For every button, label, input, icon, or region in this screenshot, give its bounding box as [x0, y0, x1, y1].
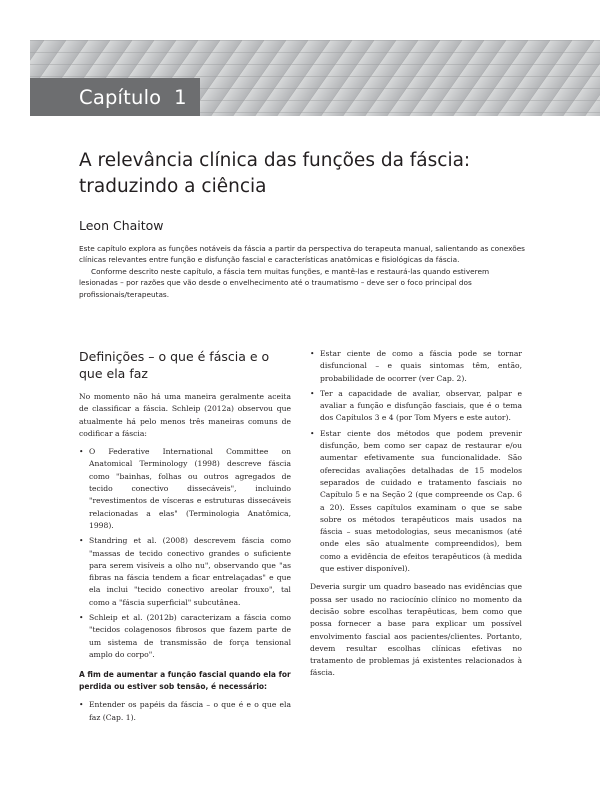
list-item: • Entender os papéis da fáscia – o que é e o que ela faz (Cap. 1).: [79, 700, 291, 722]
chapter-label: Capítulo 1: [79, 86, 187, 109]
bullet-icon: •: [79, 613, 84, 623]
chapter-title: A relevância clínica das funções da fáscia: traduzindo a ciência: [79, 150, 471, 197]
list-item: • Standring et al. (2008) descrevem fáscia como "massas de tecido conectivo grandes o suficiente para serem visíveis a olho nu", observando que "as fibras na fáscia tendem a ficar entrelaçadas" e que ela inclui "tecido conectivo areolar frouxo", tal como a "fáscia superficial" subcutânea.: [79, 536, 291, 607]
abstract: [79, 243, 529, 300]
right-column: [310, 348, 522, 686]
bullet-icon: •: [310, 388, 315, 398]
list-item: • Ter a capacidade de avaliar, observar, palpar e avaliar a função e disfunção fasciais, que é o tema dos Capítulos 3 e 4 (por Tom Myers e este autor).: [310, 388, 522, 423]
subheading: A fim de aumentar a função fascial quando ela for perdida ou estiver sob tensão, é necessário:: [79, 670, 291, 692]
left-column: [79, 348, 291, 730]
abstract-paragraph: Conforme descrito neste capítulo, a fáscia tem muitas funções, e mantê-las e restaurá-las quando estiverem lesionadas – por razões que vão desde o envelhecimento até o traumatismo – deve ser o foco principal dos profissionais/terapeutas.: [79, 266, 490, 299]
bullet-icon: •: [79, 447, 84, 457]
section-heading: Definições – o que é fáscia e o que ela faz: [79, 349, 270, 381]
list-item: • O Federative International Committee on Anatomical Terminology (1998) descreve fáscia como "bainhas, folhas ou outros agregados de tecido conectivo dissecáveis", incluindo "revestimentos de vísceras e estruturas dissecáveis relacionadas a elas" (Terminologia Anatômica, 1998).: [79, 447, 291, 530]
bullet-icon: •: [310, 428, 315, 438]
bullet-icon: •: [79, 700, 84, 710]
conclusion-paragraph: Deveria surgir um quadro baseado nas evidências que possa ser usado no raciocínio clínico no momento da decisão sobre escolhas terapêuticas, bem como que possa fornecer a base para explicar um possível envolvimento fascial aos pacientes/clientes. Portanto, devem resultar escolhas clínicas efetivas no tratamento de problemas já existentes relacionados à fáscia.: [310, 582, 522, 678]
abstract-paragraph: Este capítulo explora as funções notáveis da fáscia a partir da perspectiva do terapeuta manual, salientando as conexões clínicas relevantes entre função e disfunção fascial e características anatômicas e fisiológicas da fáscia.: [79, 244, 525, 265]
needs-list-continued: [310, 348, 522, 575]
list-item: • Schleip et al. (2012b) caracterizam a fáscia como "tecidos colagenosos fibrosos que fazem parte de um sistema de transmissão de força tensional amplo do corpo".: [79, 613, 291, 659]
list-item: • Estar ciente de como a fáscia pode se tornar disfuncional – e quais sintomas têm, então, probabilidade de ocorrer (ver Cap. 2).: [310, 349, 522, 383]
bullet-icon: •: [310, 349, 315, 358]
bullet-icon: •: [79, 536, 84, 546]
author-name: Leon Chaitow: [79, 218, 164, 233]
list-item: • Estar ciente dos métodos que podem prevenir disfunção, bem como ser capaz de restaurar e/ou aumentar efetivamente sua funcionalidade. São oferecidas avaliações detalhadas de 15 modelos separados de cuidado e tratamento fasciais no Capítulo 5 e na Seção 2 (que compreende os Cap. 6 a 20). Esses capítulos examinam o que se sabe sobre os métodos terapêuticos mais usados na fáscia – suas metodologias, seus mecanismos (até onde eles são atualmente compreendidos), bem como a evidência de efeitos terapêuticos (à medida que estiver disponível).: [310, 428, 522, 574]
intro-paragraph: No momento não há uma maneira geralmente aceita de classificar a fáscia. Schleip (2012a) observou que atualmente há pelo menos três maneiras comuns de codificar a fáscia:: [79, 392, 291, 438]
needs-list: [79, 699, 291, 724]
definitions-list: [79, 446, 291, 661]
